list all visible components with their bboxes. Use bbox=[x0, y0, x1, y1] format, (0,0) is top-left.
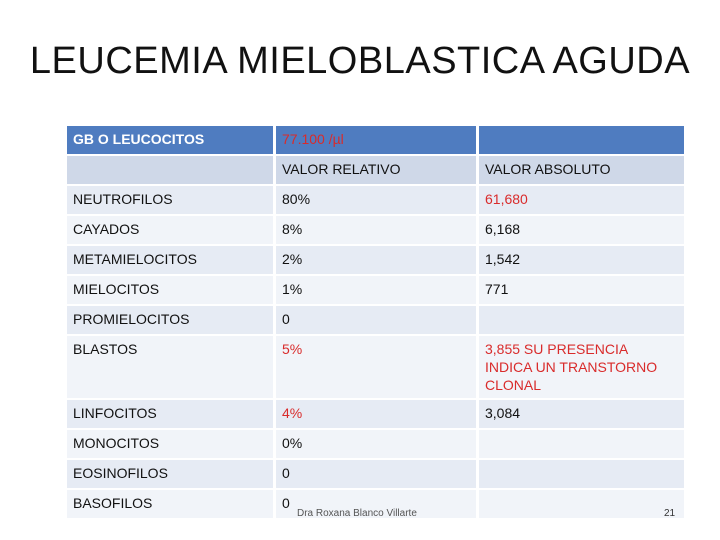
footer-author: Dra Roxana Blanco Villarte bbox=[297, 508, 417, 519]
cell-cell-type: LINFOCITOS bbox=[67, 400, 273, 428]
cell-cell-type: BLASTOS bbox=[67, 336, 273, 398]
table-row bbox=[67, 306, 684, 334]
table-row bbox=[67, 336, 684, 398]
table-body bbox=[67, 126, 684, 518]
subheader-cell-absolute: VALOR ABSOLUTO bbox=[479, 156, 684, 184]
cell-relative-value: 0 bbox=[276, 306, 476, 334]
table-header-row bbox=[67, 126, 684, 154]
cell-cell-type: MONOCITOS bbox=[67, 430, 273, 458]
slide-title: LEUCEMIA MIELOBLASTICA AGUDA bbox=[29, 40, 691, 82]
cell-absolute-value: 3,855 SU PRESENCIA INDICA UN TRANSTORNO CLONAL bbox=[479, 336, 684, 398]
cell-relative-value: 1% bbox=[276, 276, 476, 304]
cell-relative-value: 2% bbox=[276, 246, 476, 274]
cell-relative-value: 0 bbox=[276, 490, 476, 518]
cell-absolute-value bbox=[479, 490, 684, 518]
table-row bbox=[67, 276, 684, 304]
cell-absolute-value bbox=[479, 306, 684, 334]
cell-cell-type: NEUTROFILOS bbox=[67, 186, 273, 214]
cell-cell-type: MIELOCITOS bbox=[67, 276, 273, 304]
cell-absolute-value: 6,168 bbox=[479, 216, 684, 244]
cell-relative-value: 80% bbox=[276, 186, 476, 214]
cell-relative-value: 5% bbox=[276, 336, 476, 398]
header-cell-label: GB O LEUCOCITOS bbox=[67, 126, 273, 154]
cell-relative-value: 8% bbox=[276, 216, 476, 244]
subheader-cell-relative: VALOR RELATIVO bbox=[276, 156, 476, 184]
cell-cell-type: EOSINOFILOS bbox=[67, 460, 273, 488]
cell-absolute-value bbox=[479, 460, 684, 488]
table-row bbox=[67, 186, 684, 214]
cell-relative-value: 4% bbox=[276, 400, 476, 428]
cell-absolute-value bbox=[479, 430, 684, 458]
cell-absolute-value: 61,680 bbox=[479, 186, 684, 214]
cell-relative-value: 0 bbox=[276, 460, 476, 488]
cell-absolute-value: 1,542 bbox=[479, 246, 684, 274]
cell-absolute-value: 3,084 bbox=[479, 400, 684, 428]
subheader-cell-empty bbox=[67, 156, 273, 184]
page-number: 21 bbox=[664, 508, 676, 519]
cell-cell-type: METAMIELOCITOS bbox=[67, 246, 273, 274]
table-row bbox=[67, 460, 684, 488]
cell-cell-type: PROMIELOCITOS bbox=[67, 306, 273, 334]
cell-absolute-value: 771 bbox=[479, 276, 684, 304]
header-cell-count: 77.100 /µl bbox=[276, 126, 476, 154]
table-row bbox=[67, 430, 684, 458]
cell-cell-type: CAYADOS bbox=[67, 216, 273, 244]
table-subheader-row bbox=[67, 156, 684, 184]
table-row bbox=[67, 400, 684, 428]
leukocyte-table bbox=[64, 124, 687, 520]
cell-cell-type: BASOFILOS bbox=[67, 490, 273, 518]
table-row bbox=[67, 216, 684, 244]
table-row bbox=[67, 246, 684, 274]
header-cell-empty bbox=[479, 126, 684, 154]
cell-relative-value: 0% bbox=[276, 430, 476, 458]
